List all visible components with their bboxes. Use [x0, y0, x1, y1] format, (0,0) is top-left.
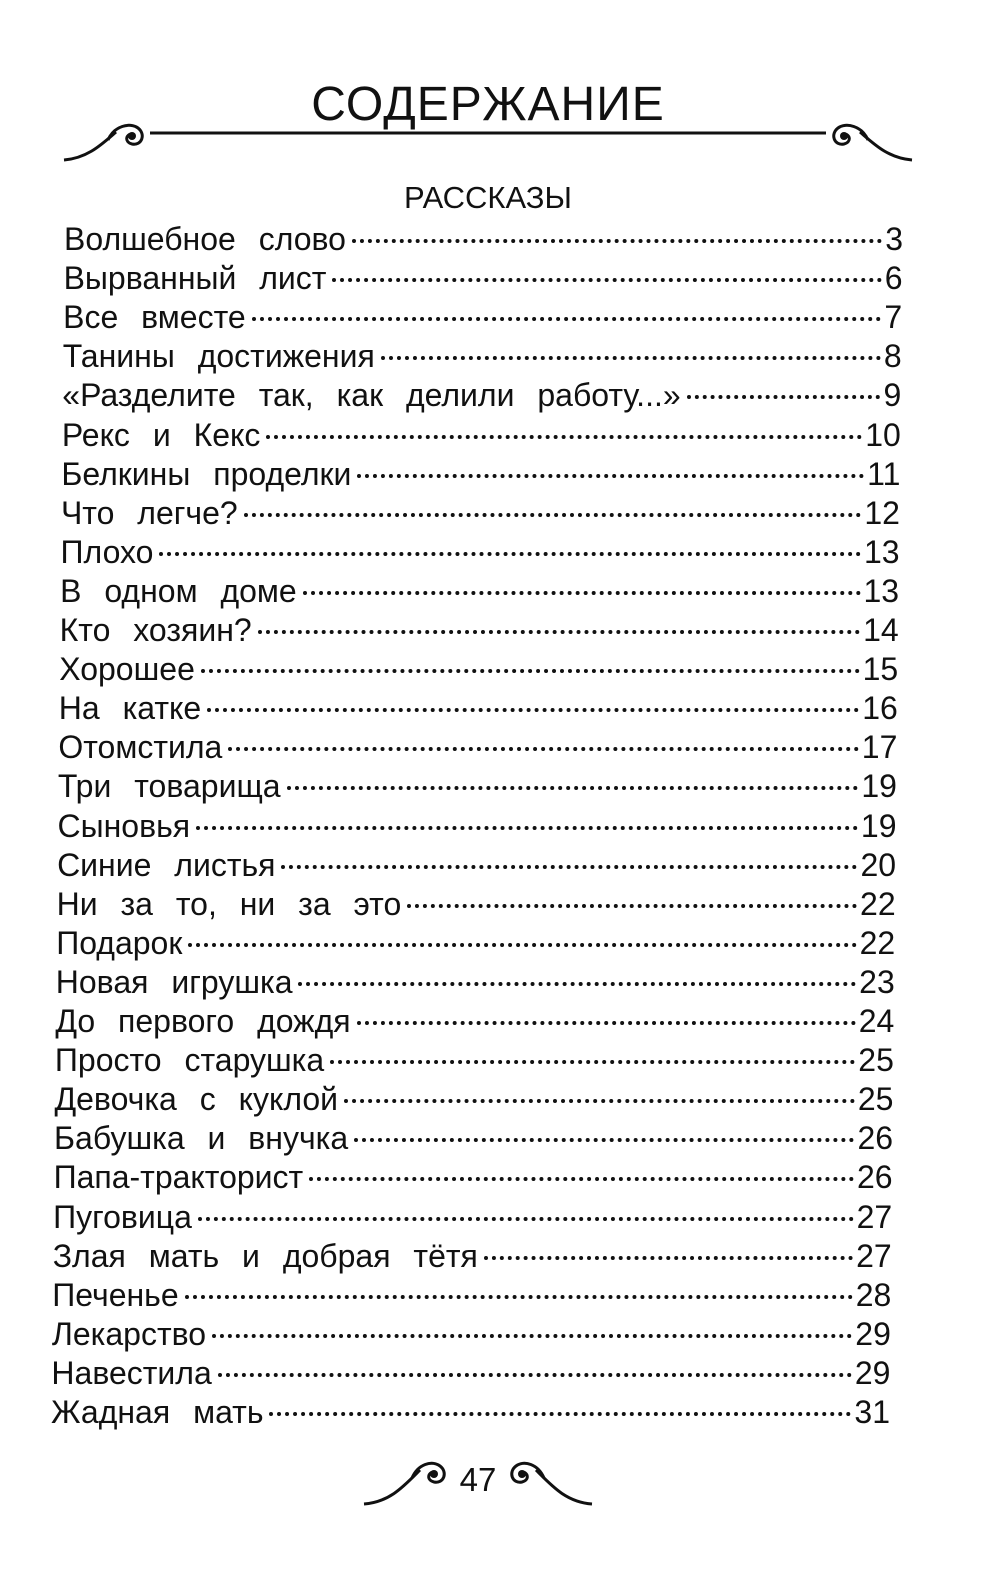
- toc-entry-title: Ни за то, ни за это: [56, 885, 402, 922]
- toc-dot-leader: [330, 1060, 855, 1064]
- toc-entry-page: 22: [860, 885, 896, 922]
- toc-entry-page: 28: [855, 1276, 892, 1313]
- toc-entry: [60, 611, 899, 650]
- toc-dot-leader: [357, 1021, 856, 1025]
- toc-entry-page: 24: [858, 1003, 895, 1039]
- toc-entry: [62, 376, 901, 415]
- toc-entry-page: 10: [865, 416, 901, 453]
- toc-entry-page: 26: [857, 1120, 894, 1157]
- toc-entry-page: 27: [856, 1198, 893, 1235]
- toc-entry-title: Хорошее: [59, 651, 195, 688]
- toc-entry: [61, 533, 900, 572]
- toc-entry: [63, 337, 902, 376]
- toc-dot-leader: [207, 708, 859, 712]
- toc-dot-leader: [185, 1295, 853, 1299]
- page-footer: [360, 1448, 596, 1518]
- toc-dot-leader: [484, 1256, 853, 1260]
- toc-entry: [56, 924, 895, 963]
- toc-entry: [52, 1276, 891, 1315]
- toc-entry-title: Бабушка и внучка: [54, 1120, 349, 1157]
- toc-entry-title: Отомстила: [58, 729, 223, 766]
- toc-entry: [57, 846, 896, 885]
- toc-entry-title: Что легче?: [60, 494, 238, 531]
- toc-entry-page: 12: [864, 494, 900, 531]
- toc-entry-title: Девочка с куклой: [54, 1081, 339, 1118]
- toc-entry-title: Синие листья: [57, 846, 276, 883]
- toc-entry-page: 13: [863, 572, 900, 609]
- toc-dot-leader: [381, 356, 881, 360]
- toc-entry-page: 23: [859, 963, 895, 1000]
- toc-entry: [51, 1354, 890, 1393]
- toc-dot-leader: [309, 1177, 854, 1181]
- toc-dot-leader: [258, 630, 860, 634]
- toc-entry: [54, 1119, 893, 1158]
- toc-dot-leader: [266, 435, 862, 439]
- toc-entry-title: «Разделите так, как делили работу...»: [62, 377, 681, 414]
- toc-dot-leader: [201, 669, 860, 673]
- page-title: СОДЕРЖАНИЕ: [311, 78, 665, 131]
- toc-entry: [60, 572, 899, 611]
- toc-entry: [52, 1315, 891, 1354]
- toc-entry: [58, 767, 897, 806]
- toc-entry-page: 11: [867, 455, 901, 492]
- toc-entry: [58, 807, 897, 846]
- toc-entry-page: 19: [861, 768, 897, 805]
- toc-entry: [55, 1041, 894, 1080]
- toc-entry: [64, 259, 903, 298]
- toc-entry-title: Кто хозяин?: [59, 612, 252, 648]
- toc-entry: [59, 650, 898, 689]
- toc-entry-page: 20: [860, 846, 897, 883]
- toc-entry: [61, 494, 900, 533]
- toc-entry-page: 15: [862, 651, 899, 688]
- toc-entry-page: 22: [859, 924, 896, 961]
- toc-entry-page: 29: [855, 1315, 891, 1352]
- toc-entry-page: 31: [854, 1394, 890, 1430]
- toc-entry-title: Злая мать и добрая тётя: [52, 1237, 478, 1274]
- toc-entry-title: Подарок: [56, 924, 183, 961]
- toc-entry-title: Навестила: [51, 1354, 212, 1391]
- toc-entry-title: Белкины проделки: [61, 455, 352, 492]
- toc-dot-leader: [218, 1373, 852, 1377]
- toc-entry-title: Танины достижения: [62, 338, 375, 375]
- toc-entry-page: 7: [884, 299, 903, 336]
- toc-entry-title: Лекарство: [51, 1315, 207, 1352]
- toc-entry: [64, 220, 903, 259]
- toc-dot-leader: [298, 982, 856, 986]
- toc-dot-leader: [188, 943, 856, 947]
- toc-entry-title: Рекс и Кекс: [61, 416, 261, 453]
- toc-entry-title: Плохо: [60, 533, 154, 570]
- toc-entry-page: 16: [862, 690, 898, 727]
- toc-entry: [54, 1158, 893, 1197]
- toc-entry-title: Пуговица: [53, 1198, 192, 1235]
- toc-entry-page: 26: [857, 1159, 893, 1196]
- toc-dot-leader: [357, 474, 864, 478]
- toc-dot-leader: [252, 317, 882, 321]
- toc-entry-page: 14: [863, 612, 899, 648]
- toc-entry: [53, 1237, 892, 1276]
- toc-dot-leader: [244, 513, 862, 517]
- toc-dot-leader: [352, 239, 882, 243]
- section-title: РАССКАЗЫ: [404, 180, 572, 215]
- toc-dot-leader: [354, 1138, 854, 1142]
- toc-entry-title: Печенье: [52, 1276, 179, 1313]
- toc-entry: [57, 885, 896, 924]
- toc-dot-leader: [407, 904, 857, 908]
- toc-entry: [54, 1080, 893, 1119]
- toc-dot-leader: [287, 786, 859, 790]
- toc-entry-page: 19: [860, 807, 897, 844]
- toc-entry-page: 9: [883, 377, 902, 414]
- toc-dot-leader: [212, 1334, 852, 1338]
- toc-dot-leader: [332, 278, 881, 282]
- toc-entry-title: До первого дождя: [55, 1003, 351, 1039]
- toc-entry-title: Жадная мать: [51, 1394, 264, 1430]
- page-number: 47: [459, 1461, 497, 1498]
- toc-entry-page: 13: [863, 533, 900, 570]
- toc-dot-leader: [228, 747, 858, 751]
- toc-dot-leader: [303, 591, 861, 595]
- toc-dot-leader: [198, 1217, 854, 1221]
- toc-entry-title: Все вместе: [63, 299, 246, 336]
- toc-entry-title: В одном доме: [60, 572, 297, 609]
- toc-entry-page: 17: [861, 729, 898, 766]
- toc-entry: [53, 1198, 892, 1237]
- toc-dot-leader: [269, 1412, 851, 1416]
- toc-dot-leader: [687, 395, 881, 399]
- toc-entry: [56, 963, 895, 1002]
- toc-entry-title: Три товарища: [57, 768, 281, 805]
- toc-entry: [61, 455, 900, 494]
- toc-dot-leader: [281, 865, 857, 869]
- toc-entry-title: Папа-тракторист: [53, 1159, 304, 1196]
- toc-entry-title: Новая игрушка: [55, 963, 293, 1000]
- toc-entry-page: 27: [856, 1237, 892, 1274]
- toc-entry-page: 25: [858, 1042, 894, 1079]
- toc-entry-title: Вырванный лист: [63, 260, 327, 297]
- toc-dot-leader: [196, 826, 858, 830]
- toc-entry: [58, 728, 897, 767]
- toc-entry: [62, 416, 901, 455]
- toc-entry-page: 8: [883, 338, 902, 375]
- toc-dot-leader: [344, 1099, 855, 1103]
- toc-entry-title: Просто старушка: [54, 1042, 325, 1079]
- toc-entry-title: Волшебное слово: [64, 221, 346, 257]
- ornament-divider: [58, 118, 918, 166]
- toc-entry: [63, 298, 902, 337]
- toc-entry: [55, 1002, 894, 1041]
- toc-entry-title: Сыновья: [57, 807, 191, 844]
- toc-entry-page: 29: [854, 1354, 891, 1391]
- toc-entry-page: 3: [885, 221, 903, 257]
- toc-entry: [59, 689, 898, 728]
- toc-entry: [51, 1393, 890, 1432]
- toc-entry-page: 6: [884, 260, 903, 297]
- toc-dot-leader: [159, 552, 861, 556]
- toc-entry-page: 25: [857, 1081, 894, 1118]
- toc-entry-title: На катке: [58, 690, 202, 727]
